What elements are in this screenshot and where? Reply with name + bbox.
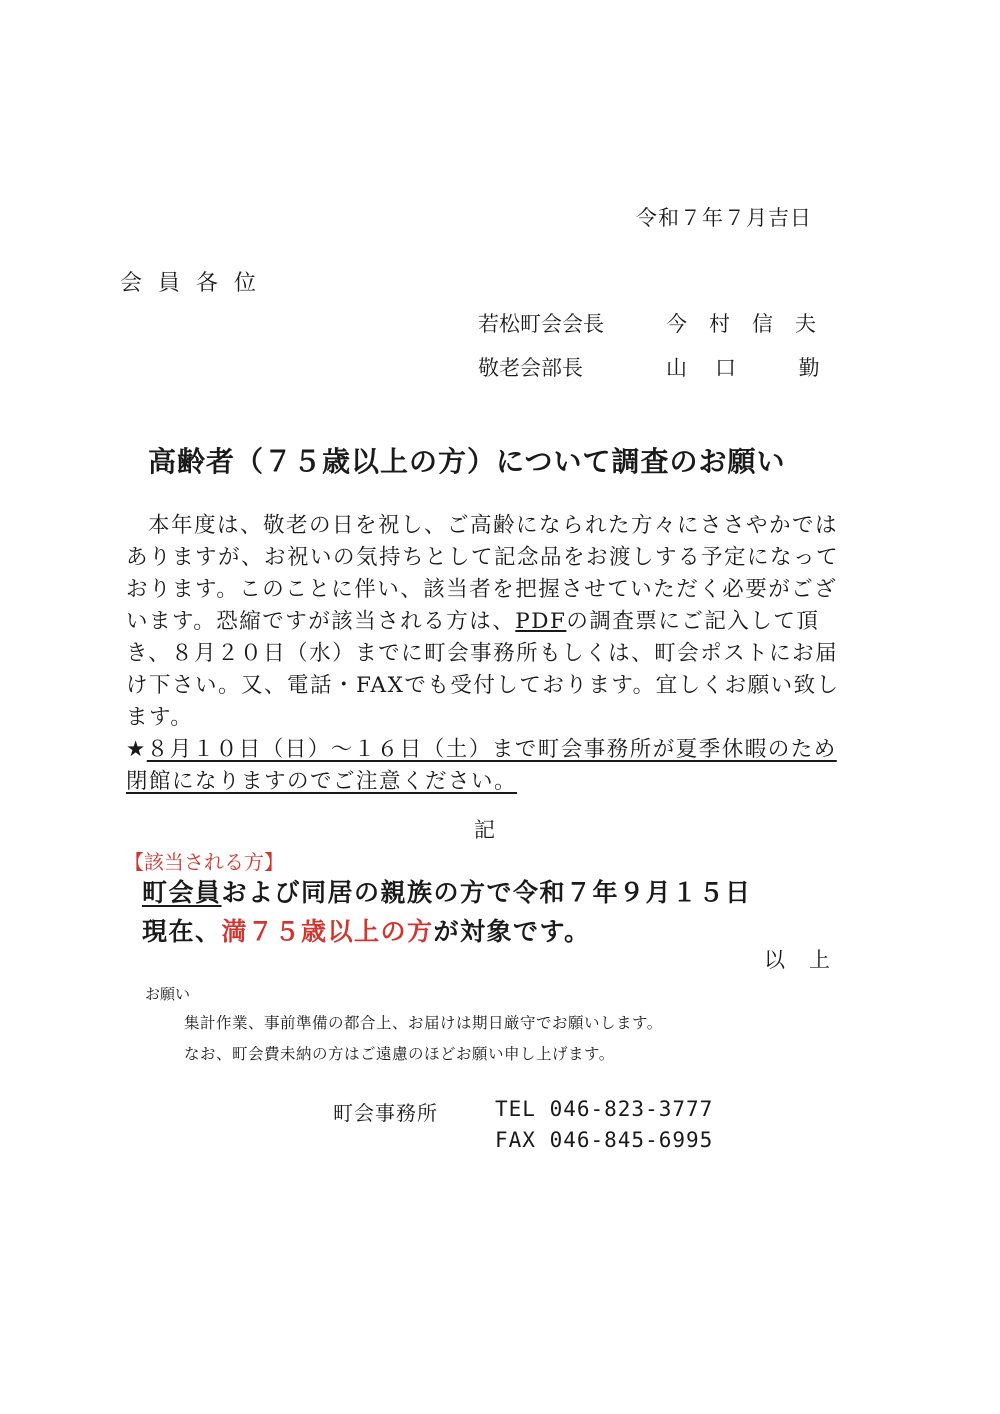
closing-ijo: 以上 [764,948,854,972]
request-label: お願い [145,985,191,1003]
target-line-2 [142,912,591,948]
body-text-part2: の調査票にご記入して頂き、８月２０日（水）までに町会事務所もしくは、町会ポストにお届け下さい。又、電話・FAXでも受付しております。宜しくお願い致します。 [126,609,840,730]
sender-chairman [478,308,838,338]
closure-notice: ８月１０日（日）～１６日（土）まで町会事務所が夏季休暇のため閉館になりますのでご注意ください。 [126,737,837,794]
ki-marker: 記 [474,818,495,842]
sender-role: 若松町会会長 [478,312,604,336]
request-line: なお、町会費未納の方はご遠慮のほどお願い申し上げます。 [184,1045,615,1063]
sender-name: 今村信夫 [666,312,838,336]
office-tel: TEL 046-823-3777 [495,1097,714,1121]
document-title: 高齢者（７５歳以上の方）について調査のお願い [148,445,786,478]
addressee: 会員各位 [120,271,273,296]
sender-department-head [478,352,848,382]
sender-name: 山口 勤 [666,356,848,380]
target-age-highlight: 満７５歳以上の方 [221,917,434,946]
document-date: 令和７年７月吉日 [636,206,812,230]
body-text-part1: 本年度は、敬老の日を祝し、ご高齢になられた方々にささやかではありますが、お祝いの気持ちとして記念品をお渡しする予定になっております。このことに伴い、該当者を把握させていただく必要がございます。恐縮ですが該当される方は、 [126,513,840,634]
office-name: 町会事務所 [333,1101,438,1125]
target-line-1-rest: および同居の親族の方で令和７年９月１５日 [221,878,752,907]
body-paragraph [126,510,846,798]
request-line: 集計作業、事前準備の都合上、お届けは期日厳守でお願いします。 [184,1014,663,1032]
target-heading: 【該当される方】 [124,850,284,874]
target-line-2-suffix: が対象です。 [433,917,591,946]
star-icon: ★ [126,737,147,762]
target-line-1 [142,873,752,909]
sender-role: 敬老会部長 [478,356,583,380]
office-fax: FAX 046-845-6995 [495,1128,714,1152]
pdf-link[interactable]: PDF [515,609,567,634]
target-line-2-prefix: 現在、 [142,917,222,946]
target-members: 町会員 [142,878,222,907]
